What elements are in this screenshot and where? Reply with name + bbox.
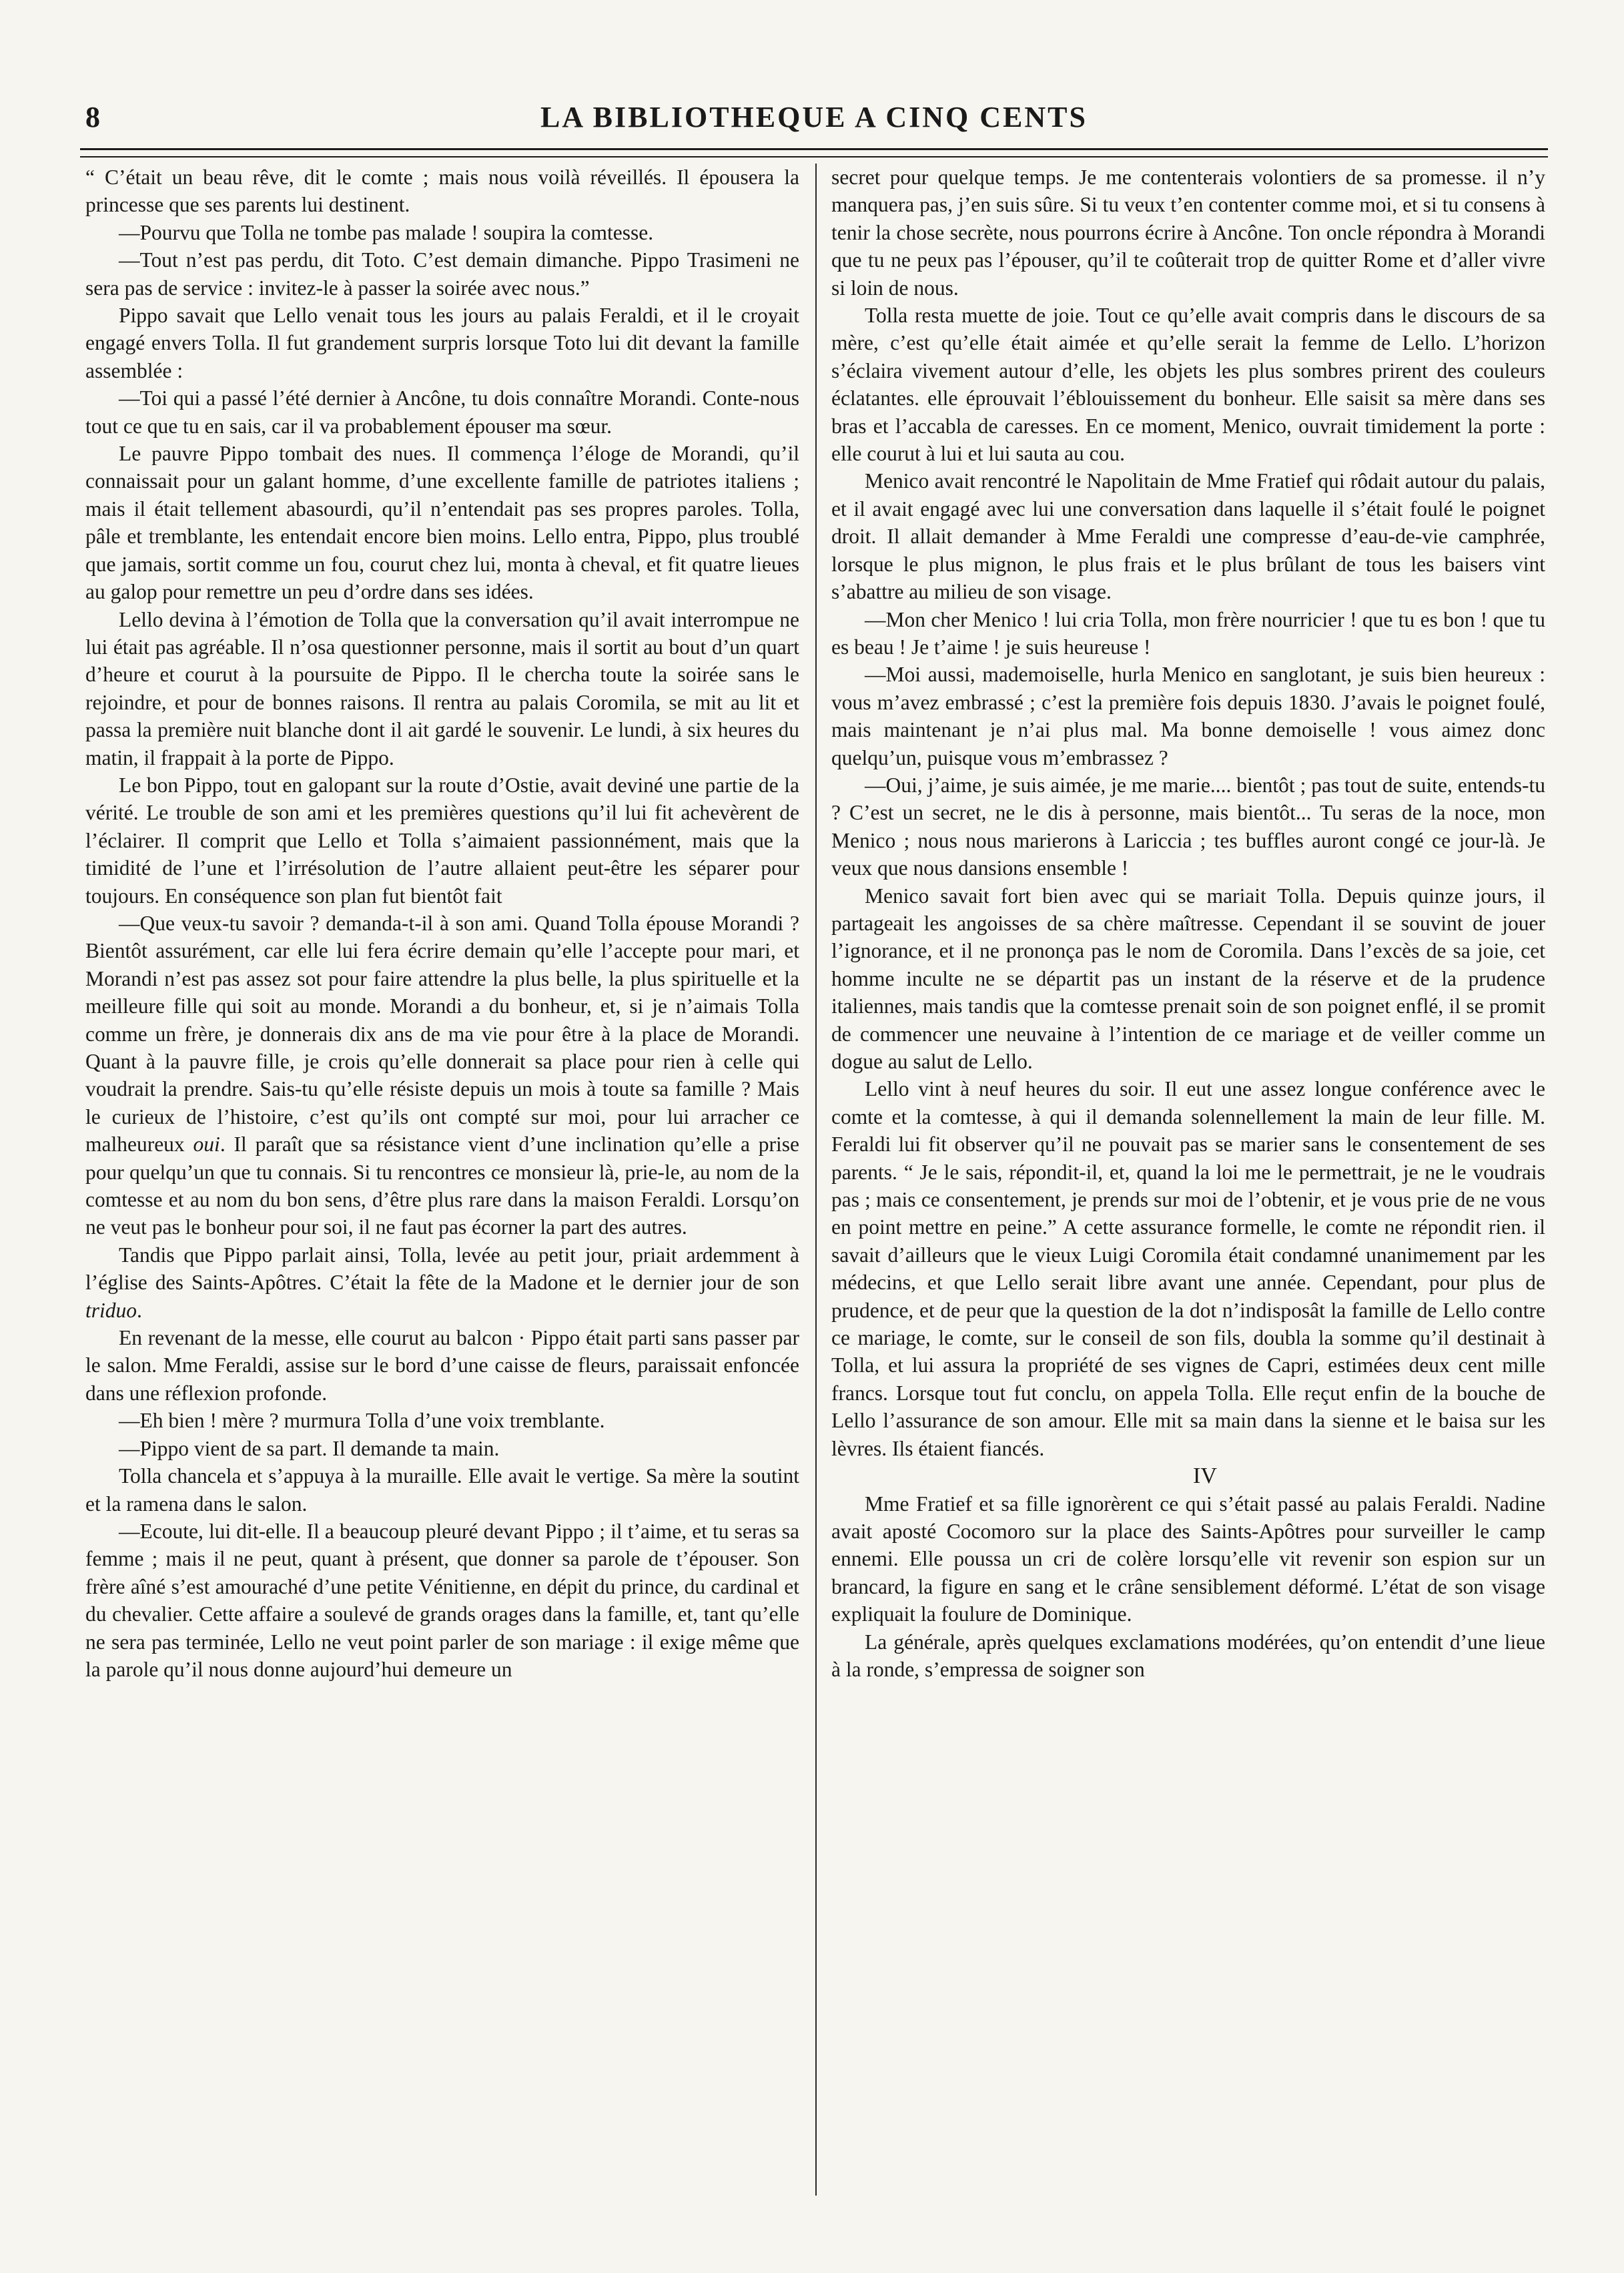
paragraph: Menico avait rencontré le Napolitain de Mme Fratief qui rôdait autour du palais, et il avait engagé avec lui une conversation dans laquelle il s’était foulé le poignet droit. Il allait demander à Mme Feraldi une compresse d’eau-de-vie camphrée, lorsque le plus mignon, le plus frais et le plus brûlant de tous les baisers vint s’abattre au milieu de son visage. [831,469,1545,604]
paragraph: Mme Fratief et sa fille ignorèrent ce qui s’était passé au palais Feraldi. Nadine avait aposté Cocomoro sur la place des Saints-Apôtres pour surveiller le camp ennemi. Elle poussa un cri de colère lorsqu’elle vit revenir son espion sur un brancard, la figure en sang et le crâne sensiblement déformé. L’état de son visage expliquait la foulure de Dominique. [831,1492,1545,1626]
paragraph: Tolla chancela et s’appuya à la muraille. Elle avait le vertige. Sa mère la soutint et la ramena dans le salon. [85,1464,799,1516]
paragraph-text: . [137,1298,142,1322]
paragraph: —Mon cher Menico ! lui cria Tolla, mon frère nourricier ! que tu es bon ! que tu es beau ! Je t’aime ! je suis heureuse ! [831,607,1545,659]
page-number: 8 [85,101,100,133]
paragraph: Lello vint à neuf heures du soir. Il eut une assez longue conférence avec le comte et la comtesse, à qui il demanda solennellement la main de leur fille. M. Feraldi lui fit observer qu’il ne pouvait pas se marier sans le consentement de ses parents. “ Je le sais, répondit-il, et, quand la loi me le permettrait, je ne le voudrais pas ; mais ce consentement, je prends sur moi de l’obtenir, et je vous prie de ne vous en point mettre en peine.” A cette assurance formelle, le comte ne répondit rien. il savait d’ailleurs que le vieux Luigi Coromila était condamné unanimement par les médecins, et que Lello serait libre avant une année. Cependant, pour plus de prudence, et de peur que la question de la dot n’indisposât la famille de Lello contre ce mariage, le comte, sur le conseil de son fils, doubla la somme qu’il destinait à Tolla, et lui assura la propriété de ses vignes de Capri, estimées deux cent mille francs. Lorsque tout fut conclu, on appela Tolla. Elle reçut enfin de la bouche de Lello l’assurance de son amour. Elle mit sa main dans la sienne et le baisa sur les lèvres. Ils étaient fiancés. [831,1077,1545,1460]
right-column [831,164,1545,2206]
paragraph: —Moi aussi, mademoiselle, hurla Menico en sanglotant, je suis bien heureux : vous m’avez embrassé ; c’est la première fois depuis 1830. J’avais le poignet foulé, mais maintenant je n’ai plus mal. Ma bonne demoiselle ! vous aimez donc quelqu’un, puisque vous m’embrassez ? [831,663,1545,769]
paragraph: —Ecoute, lui dit-elle. Il a beaucoup pleuré devant Pippo ; il t’aime, et tu seras sa femme ; mais il ne peut, quant à présent, que donner sa parole de t’épouser. Son frère aîné s’est amouraché d’une petite Vénitienne, en dépit du prince, du cardinal et du chevalier. Cette affaire a soulevé de grands orages dans la famille, et, tant qu’elle ne sera pas terminée, Lello ne veut point parler de son mariage : il exige même que la parole qu’il nous donne aujourd’hui demeure un [85,1519,799,1681]
paragraph-text: Tandis que Pippo parlait ainsi, Tolla, levée au petit jour, priait ardemment à l’église des Saints-Apôtres. C’était la fête de la Madone et le dernier jour de son [85,1243,799,1295]
italic-word: oui [193,1132,220,1157]
paragraph: Pippo savait que Lello venait tous les jours au palais Feraldi, et il le croyait engagé envers Tolla. Il fut grandement surpris lorsque Toto lui dit devant la famille assemblée : [85,304,799,382]
paragraph: Tolla resta muette de joie. Tout ce qu’elle avait compris dans le discours de sa mère, c’est qu’elle était aimée et qu’elle serait la femme de Lello. L’horizon s’éclaira vivement autour d’elle, les objets les plus sombres prirent des couleurs éclatantes. elle éprouvait l’éblouissement du bonheur. Elle saisit sa mère dans ses bras et l’accabla de caresses. En ce moment, Menico, ouvrait timidement la porte : elle courut à lui et lui sauta au cou. [831,304,1545,466]
paragraph: —Pourvu que Tolla ne tombe pas malade ! soupira la comtesse. [119,220,654,244]
chapter-heading: IV [1193,1464,1217,1489]
paragraph [85,1241,799,1324]
left-column [85,164,799,2206]
paragraph: Lello devina à l’émotion de Tolla que la conversation qu’il avait interrompue ne lui était pas agréable. Il n’osa questionner personne, mais il sortit au bout d’un quart d’heure et courut à la poursuite de Pippo. Il le chercha toute la soirée sans le rejoindre, et pour de bonnes raisons. Il rentra au palais Coromila, se mit au lit et passa la première nuit blanche dont il ait gardé le souvenir. Le lundi, à six heures du matin, il frappait à la porte de Pippo. [85,607,799,769]
running-title: LA BIBLIOTHEQUE A CINQ CENTS [540,101,1088,133]
header-rule [80,148,1548,157]
paragraph-text: . Il paraît que sa résistance vient d’une inclination qu’elle a prise pour quelqu’un que tu connais. Si tu rencontres ce monsieur là, prie-le, au nom de la comtesse et au nom du bon sens, d’être plus rare dans la maison Feraldi. Lorsqu’on ne veut pas le bonheur pour soi, il ne faut pas écorner la part des autres. [85,1132,799,1239]
paragraph: La générale, après quelques exclamations modérées, qu’on entendit d’une lieue à la ronde, s’empressa de soigner son [831,1630,1545,1681]
italic-word: triduo [85,1298,137,1322]
paragraph: Le bon Pippo, tout en galopant sur la route d’Ostie, avait deviné une partie de la vérité. Le trouble de son ami et les premières questions qu’il lui fit achevèrent de l’éclairer. Il comprit que Lello et Tolla s’aimaient passionnément, mais que la timidité de l’une et l’irrésolution de l’autre allaient peut-être les séparer pour toujours. En conséquence son plan fut bientôt fait [85,773,799,908]
paragraph: En revenant de la messe, elle courut au balcon · Pippo était parti sans passer par le salon. Mme Feraldi, assise sur le bord d’une caisse de fleurs, paraissait enfoncée dans une réflexion profonde. [85,1326,799,1405]
paragraph: —Toi qui a passé l’été dernier à Ancône, tu dois connaître Morandi. Conte-nous tout ce que tu en sais, car il va probablement épouser ma sœur. [85,386,799,438]
paragraph: —Tout n’est pas perdu, dit Toto. C’est demain dimanche. Pippo Trasimeni ne sera pas de service : invitez-le à passer la soirée avec nous.” [85,248,799,300]
paragraph: secret pour quelque temps. Je me contenterais volontiers de sa promesse. il n’y manquera pas, j’en suis sûre. Si tu veux t’en contenter comme moi, et si tu consens à tenir la chose secrète, nous pourrons écrire à Ancône. Ton oncle répondra à Morandi que tu ne peux pas l’épouser, qu’il te coûterait trop de quitter Rome et d’aller vivre si loin de nous. [831,166,1545,300]
paragraph: Le pauvre Pippo tombait des nues. Il commença l’éloge de Morandi, qu’il connaissait pour un galant homme, d’une excellente famille de patriotes italiens ; mais il était tellement abasourdi, qu’il n’entendait pas ses propres paroles. Tolla, pâle et tremblante, les entendait encore bien moins. Lello entra, Pippo, plus troublé que jamais, sortit comme un fou, courut chez lui, monta à cheval, et fit quatre lieues au galop pour remettre un peu d’ordre dans ses idées. [85,442,799,604]
paragraph: Menico savait fort bien avec qui se mariait Tolla. Depuis quinze jours, il partageait les angoisses de sa chère maîtresse. Cependant il se souvint de jouer l’ignorance, et il ne prononça pas le nom de Coromila. Dans l’excès de sa joie, cet homme inculte ne se départit pas un instant de la réserve et de la prudence italiennes, mais tandis que la comtesse prenait soin de son poignet enflé, il se promit de commencer une neuvaine à l’intention de ce mariage et de veiller comme un dogue au salut de Lello. [831,884,1545,1073]
paragraph: —Oui, j’aime, je suis aimée, je me marie.... bientôt ; pas tout de suite, entends-tu ? C’est un secret, ne le dis à personne, mais bientôt... Tu seras de la noce, mon Menico ; nous nous marierons à Lariccia ; tes buffles auront congé ce jour-là. Je veux que nous dansions ensemble ! [831,773,1545,880]
column-divider [815,164,817,2196]
paragraph-text: —Que veux-tu savoir ? demanda-t-il à son ami. Quand Tolla épouse Morandi ? Bientôt assurément, car elle lui fera écrire demain qu’elle l’accepte pour mari, et Morandi n’est pas assez sot pour faire attendre la plus belle, la plus spirituelle et la meilleure fille qui soit au monde. Morandi a du bonheur, et, si je n’aimais Tolla comme un frère, je donnerais dix ans de ma vie pour être à la place de Morandi. Quant à la pauvre fille, je crois qu’elle donnerait sa place pour rien à celle qui voudrait la prendre. Sais-tu qu’elle résiste depuis un mois à toute sa famille ? Mais le curieux de l’histoire, c’est qu’ils ont compté sur moi, pour lui arracher ce malheureux [85,911,799,1157]
paragraph: “ C’était un beau rêve, dit le comte ; mais nous voilà réveillés. Il épousera la princesse que ses parents lui destinent. [85,166,799,217]
page-header [80,100,1548,147]
paragraph [85,910,799,1241]
paragraph: —Eh bien ! mère ? murmura Tolla d’une voix tremblante. [119,1409,605,1433]
paragraph: —Pippo vient de sa part. Il demande ta main. [119,1436,500,1460]
